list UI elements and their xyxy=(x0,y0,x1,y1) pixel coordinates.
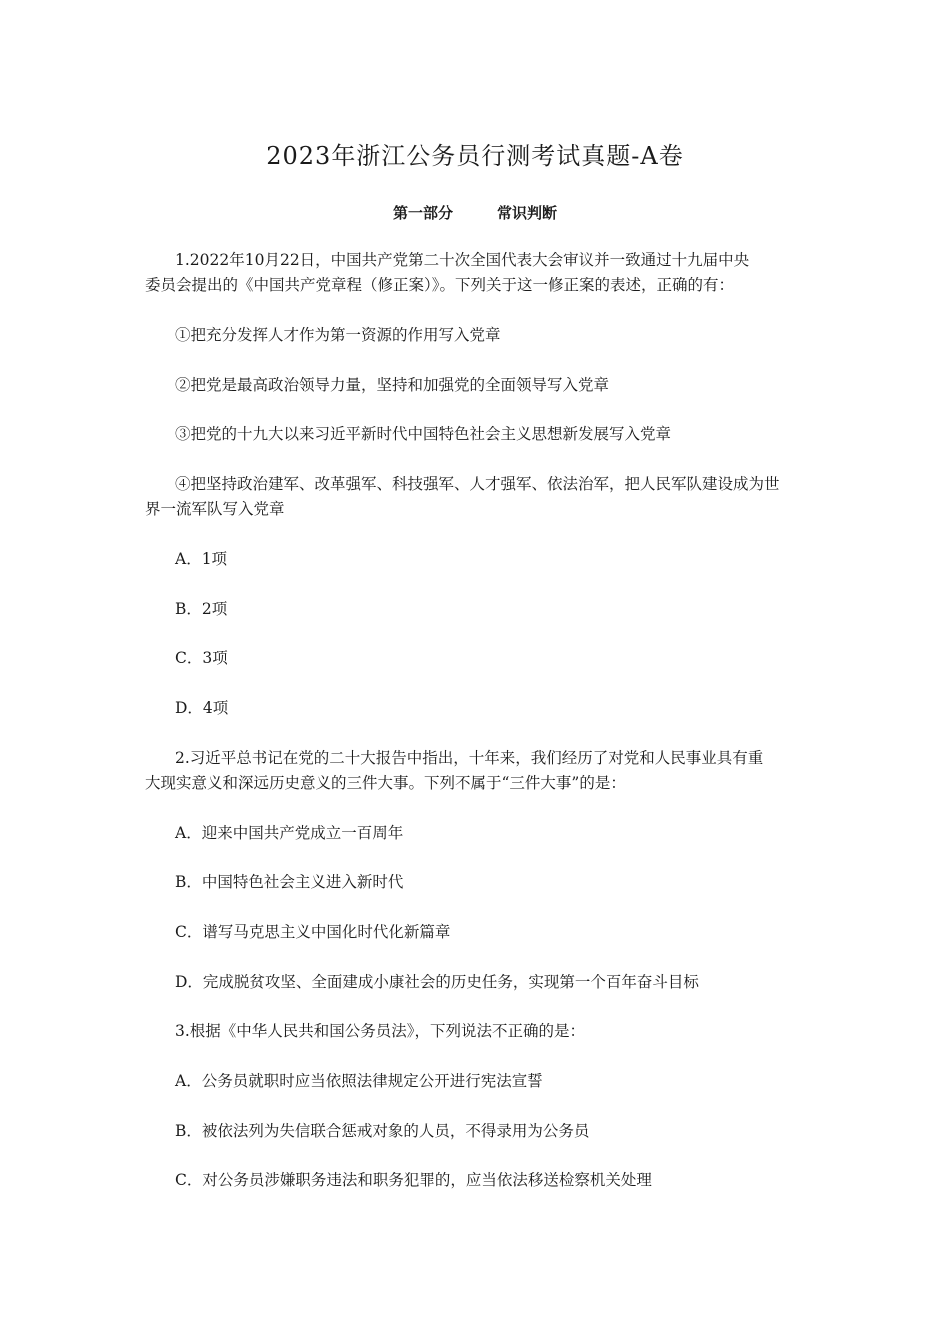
section-part: 第一部分 xyxy=(392,204,453,222)
q1-stem-line2: 委员会提出的《中国共产党章程（修正案）》。下列关于这一修正案的表述，正确的有： xyxy=(145,276,735,294)
q2-stem-line2: 大现实意义和深远历史意义的三件大事。下列不属于“三件大事”的是： xyxy=(145,774,626,792)
q1-stem-line1: 1.2022年10月22日，中国共产党第二十次全国代表大会审议并一致通过十九届中央 xyxy=(175,251,750,269)
q1-option-a: A．1项 xyxy=(175,550,228,568)
q2-option-d: D．完成脱贫攻坚、全面建成小康社会的历史任务，实现第一个百年奋斗目标 xyxy=(175,973,699,991)
q2-option-a: A．迎来中国共产党成立一百周年 xyxy=(175,824,404,842)
q1-statement-4-line2: 界一流军队写入党章 xyxy=(145,500,285,518)
q1-option-b: B．2项 xyxy=(175,600,228,618)
q3-option-a: A．公务员就职时应当依照法律规定公开进行宪法宣誓 xyxy=(175,1072,543,1090)
q1-statement-2: ②把党是最高政治领导力量，坚持和加强党的全面领导写入党章 xyxy=(175,376,610,394)
q3-option-c: C．对公务员涉嫌职务违法和职务犯罪的，应当依法移送检察机关处理 xyxy=(175,1171,652,1189)
q1-statement-3: ③把党的十九大以来习近平新时代中国特色社会主义思想新发展写入党章 xyxy=(175,425,672,443)
section-name: 常识判断 xyxy=(497,204,558,222)
q2-stem-line1: 2.习近平总书记在党的二十大报告中指出，十年来，我们经历了对党和人民事业具有重 xyxy=(175,749,764,767)
q1-statement-4-line1: ④把坚持政治建军、改革强军、科技强军、人才强军、依法治军，把人民军队建设成为世 xyxy=(175,475,780,493)
page-title: 2023年浙江公务员行测考试真题-A卷 xyxy=(266,142,684,170)
section-heading xyxy=(0,202,950,223)
q1-option-c: C．3项 xyxy=(175,649,228,667)
q3-option-b: B．被依法列为失信联合惩戒对象的人员，不得录用为公务员 xyxy=(175,1122,590,1140)
q3-stem: 3.根据《中华人民共和国公务员法》，下列说法不正确的是： xyxy=(175,1022,586,1040)
q1-option-d: D．4项 xyxy=(175,699,229,717)
q2-option-b: B．中国特色社会主义进入新时代 xyxy=(175,873,404,891)
q2-option-c: C．谱写马克思主义中国化时代化新篇章 xyxy=(175,923,451,941)
q1-statement-1: ①把充分发挥人才作为第一资源的作用写入党章 xyxy=(175,326,501,344)
